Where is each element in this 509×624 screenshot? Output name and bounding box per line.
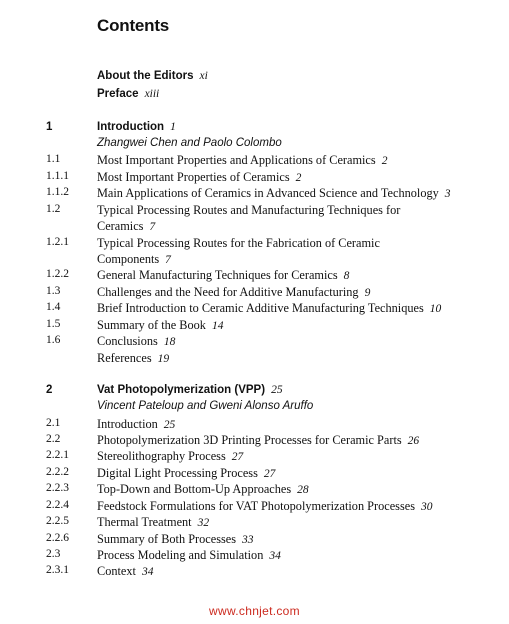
section-page: 25: [163, 419, 176, 431]
section-title: General Manufacturing Techniques for Ceramics: [97, 268, 338, 282]
section-title: Most Important Properties of Ceramics: [97, 170, 290, 184]
section-page: 2: [381, 155, 388, 167]
chapter-page: 1: [170, 121, 176, 133]
toc-entry-page: xiii: [144, 88, 160, 100]
toc-entry-label: Preface: [97, 88, 139, 100]
chapter-number: 2: [46, 384, 53, 396]
section-title: References: [97, 351, 152, 365]
section-page: 8: [343, 270, 350, 282]
section-title: Typical Processing Routes for the Fabrication of Ceramic: [97, 236, 380, 250]
section-title: Digital Light Processing Process: [97, 466, 258, 480]
section-page: 26: [407, 435, 420, 447]
section-number: 1.2: [46, 203, 61, 215]
section-page: 2: [295, 172, 302, 184]
section-number: 1.2.2: [46, 268, 69, 280]
section-number: 2.2.4: [46, 499, 69, 511]
section-number: 2.2.3: [46, 482, 69, 494]
section-page: 10: [429, 303, 442, 315]
section-page: 30: [421, 501, 433, 513]
section-page: 9: [364, 287, 371, 299]
section-number: 1.5: [46, 318, 61, 330]
chapter-title-line: [97, 384, 283, 396]
section-title: Introduction: [97, 417, 158, 431]
section-page: 34: [269, 550, 281, 562]
section-page: 18: [163, 336, 176, 348]
section-title: Feedstock Formulations for VAT Photopolymerization Processes: [97, 499, 415, 513]
chapter-title: Vat Photopolymerization (VPP): [97, 384, 266, 396]
section-title: Summary of Both Processes: [97, 532, 237, 546]
section-number: 2.1: [46, 417, 61, 429]
section-title: Ceramics: [97, 219, 144, 233]
section-number: 2.3: [46, 548, 61, 560]
section-number: 2.2.6: [46, 532, 69, 544]
section-title: Main Applications of Ceramics in Advanced Science and Technology: [97, 186, 439, 200]
chapter-title-line: [97, 121, 176, 133]
section-number: 1.1.2: [46, 186, 69, 198]
section-number: 1.1: [46, 153, 61, 165]
section-title: Conclusions: [97, 334, 158, 348]
section-page: 27: [231, 451, 244, 463]
section-title: Challenges and the Need for Additive Manufacturing: [97, 285, 359, 299]
section-number: 1.2.1: [46, 236, 69, 248]
section-number: 1.3: [46, 285, 61, 297]
toc-entry-page: xi: [199, 70, 208, 82]
section-number: 2.2.5: [46, 515, 69, 527]
section-number: 1.4: [46, 301, 61, 313]
section-title: Components: [97, 252, 160, 266]
section-page: 7: [165, 254, 171, 266]
section-number: 2.2.1: [46, 449, 69, 461]
section-number: 2.2.2: [46, 466, 69, 478]
section-number: 1.1.1: [46, 170, 69, 182]
section-title: Summary of the Book: [97, 318, 206, 332]
page-title: Contents: [97, 16, 170, 35]
section-title: Brief Introduction to Ceramic Additive Manufacturing Techniques: [97, 301, 424, 315]
section-title: Most Important Properties and Applications of Ceramics: [97, 153, 376, 167]
chapter-number: 1: [46, 121, 53, 133]
chapter-authors: Vincent Pateloup and Gweni Alonso Aruffo: [97, 400, 314, 412]
section-page: 3: [444, 188, 451, 200]
section-title: Typical Processing Routes and Manufacturing Techniques for: [97, 203, 401, 217]
section-number: 2.2: [46, 433, 61, 445]
section-title: Top-Down and Bottom-Up Approaches: [97, 482, 292, 496]
section-title: Photopolymerization 3D Printing Processes for Ceramic Parts: [97, 433, 402, 447]
toc-entry-label: About the Editors: [97, 70, 194, 82]
section-page: 33: [242, 534, 254, 546]
chapter-title: Introduction: [97, 121, 165, 133]
section-title: Thermal Treatment: [97, 515, 192, 529]
toc-entry-about-editors[interactable]: [97, 70, 208, 82]
watermark-url: www.chnjet.com: [209, 604, 300, 618]
section-page: 32: [197, 517, 210, 529]
section-page: 14: [211, 320, 224, 332]
section-page: 27: [263, 468, 276, 480]
section-title: Stereolithography Process: [97, 449, 226, 463]
section-number: 2.3.1: [46, 564, 69, 576]
section-page: 19: [157, 353, 170, 365]
section-title: Process Modeling and Simulation: [97, 548, 264, 562]
toc-entry-preface[interactable]: [97, 88, 159, 100]
chapter-page: 25: [271, 384, 283, 396]
section-page: 34: [141, 566, 154, 578]
section-page: 28: [297, 484, 309, 496]
chapter-authors: Zhangwei Chen and Paolo Colombo: [97, 137, 282, 149]
section-number: 1.6: [46, 334, 61, 346]
section-page: 7: [149, 221, 156, 233]
section-title: Context: [97, 564, 136, 578]
